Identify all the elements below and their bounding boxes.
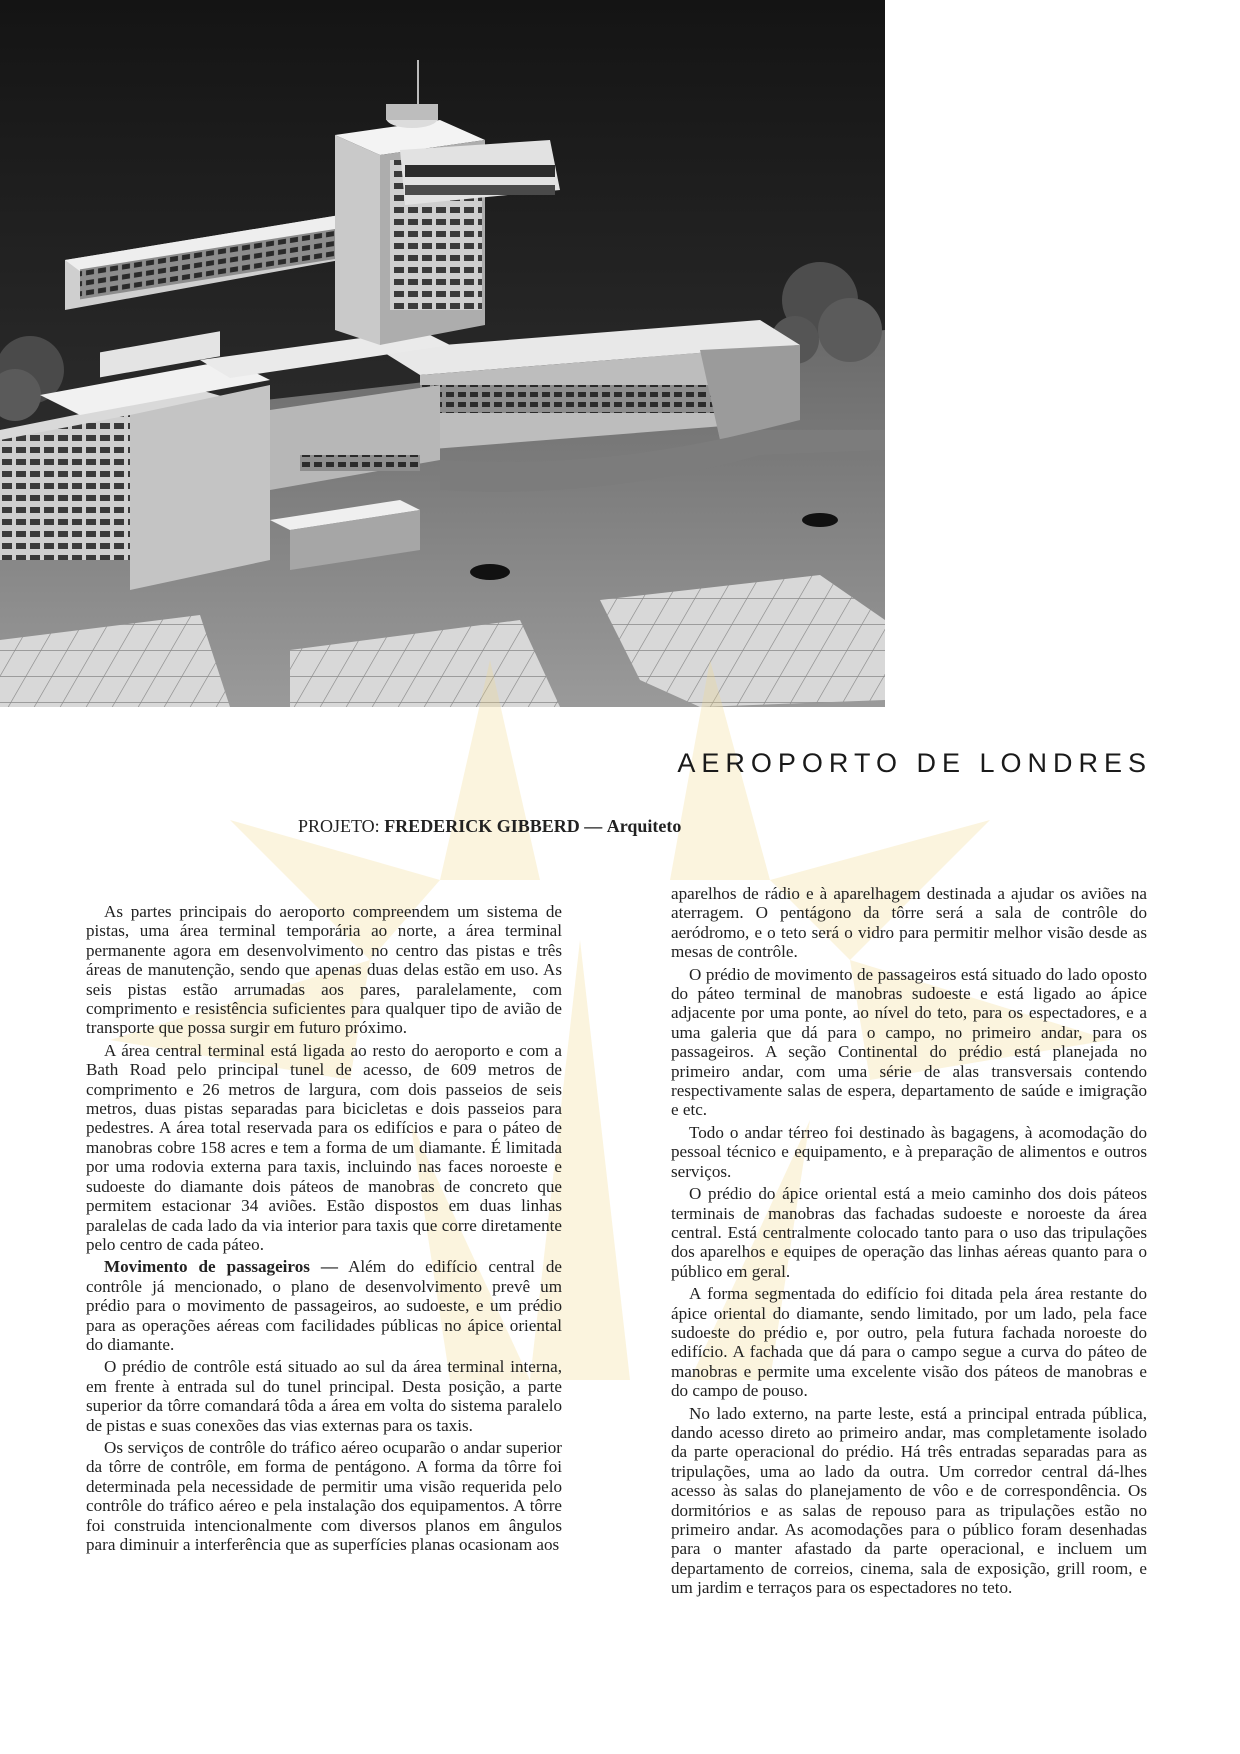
paragraph: O prédio do ápice oriental está a meio caminho dos dois páteos terminais de manobras das fachadas sudoeste e noroeste da área central. Está centralmente colocado tanto para o uso das tripulações dos aparelhos e equipes de operação das linhas aéreas quanto para o público em geral. [671,1184,1147,1281]
page-title: AEROPORTO DE LONDRES [677,748,1152,778]
architect-name: FREDERICK GIBBERD [384,816,580,836]
paragraph: O prédio de contrôle está situado ao sul da área terminal interna, em frente à entrada sul do tunel principal. Desta posição, a parte superior da tôrre comandará tôda a área em volta do sistema paralelo de pistas e suas conexões das vias externas para os taxis. [86,1357,562,1435]
airport-model-icon [0,0,885,707]
paragraph: Todo o andar térreo foi destinado às bagagens, à acomodação do pessoal técnico e equipamento, e à preparação de alimentos e outros serviços. [671,1122,1147,1181]
left-column [86,902,562,1557]
project-credit [298,816,681,837]
architect-role: Arquiteto [606,816,682,836]
paragraph [86,1257,562,1354]
paragraph-continued: aparelhos de rádio e à aparelhagem destinada a ajudar os aviões na aterragem. O pentágono da tôrre será a sala de contrôle do aeródromo, e o teto será o vidro para permitir melhor visão desde as mesas de contrôle. [671,884,1147,962]
credit-separator: — [584,816,603,836]
paragraph: A área central terminal está ligada ao resto do aeroporto e com a Bath Road pelo principal tunel de acesso, de 609 metros de comprimento e 26 metros de largura, com dois passeios de seis metros, duas pistas separadas para bicicletas e dois passeios para pedestres. A área total reservada para os edifícios e para o páteo de manobras cobre 158 acres e tem a forma de um diamante. É limitada por uma rodovia externa para taxis, incluindo nas faces noroeste e sudoeste do diamante dois páteos de manobras de concreto que permitem estacionar 34 aviões. Estão dispostos em duas linhas paralelas de cada lado da via interior para taxis que corre diretamente pelo centro de cada páteo. [86,1040,562,1254]
right-column [671,884,1147,1601]
paragraph: O prédio de movimento de passageiros está situado do lado oposto do páteo terminal de manobras sudoeste e está ligado ao ápice adjacente por uma ponte, ao nível do teto, para os espectadores, e a uma galeria que dá para o campo, no primeiro andar, para os passageiros. A seção Continental do prédio está planejada no primeiro andar, com uma série de alas transversais contendo respectivamente salas de espera, departamento de saúde e imigração e etc. [671,964,1147,1120]
airport-model-photo [0,0,885,707]
section-heading: Movimento de passageiros — [104,1257,339,1277]
paragraph: A forma segmentada do edifício foi ditada pela área restante do ápice oriental do diamante, sendo limitado, por um lado, pela face sudoeste do prédio e, por outro, pela futura fachada noroeste do edifício. A fachada que dá para o campo segue a curva do páteo de manobras e permite uma excelente visão dos páteos de manobras e do campo de pouso. [671,1284,1147,1401]
paragraph: Os serviços de contrôle do tráfico aéreo ocuparão o andar superior da tôrre de contrôle, em forma de pentágono. A forma da tôrre foi determinada pela necessidade de permitir uma visão requerida pelo contrôle do tráfico aéreo e pela instalação dos equipamentos. A tôrre foi construida intencionalmente com diversos planos em ângulos para diminuir a interferência que as superfícies planas ocasionam aos [86,1437,562,1554]
paragraph: As partes principais do aeroporto compreendem um sistema de pistas, uma área terminal temporária ao norte, a área terminal permanente agora em desenvolvimento no centro das pistas e três áreas de manutenção, sendo que apenas duas delas estão em uso. As seis pistas estão arrumadas aos pares, paralelamente, com comprimento e resistência suficientes para qualquer tipo de avião de transporte que possa surgir em futuro próximo. [86,902,562,1038]
credit-label: PROJETO: [298,816,380,836]
paragraph: No lado externo, na parte leste, está a principal entrada pública, dando acesso direto ao primeiro andar, mas completamente isolado da parte operacional do prédio. Há três entradas separadas para as tripulações, uma ao lado da outra. Um corredor central dá-lhes acesso às salas do planejamento de vôo e de correspondência. Os dormitórios e as salas de repouso para as tripulações estão no primeiro andar. As acomodações para o público foram desenhadas para o manter afastado da parte operacional, e incluem um departamento de correios, cinema, sala de exposição, grill room, e um jardim e terraços para os espectadores no teto. [671,1403,1147,1598]
section-text: Além do edifício central de contrôle já mencionado, o plano de desenvolvimento prevê um prédio para o movimento de passageiros, ao sudoeste, e um prédio para as operações aéreas com facilidades públicas no ápice oriental do diamante. [86,1257,562,1354]
